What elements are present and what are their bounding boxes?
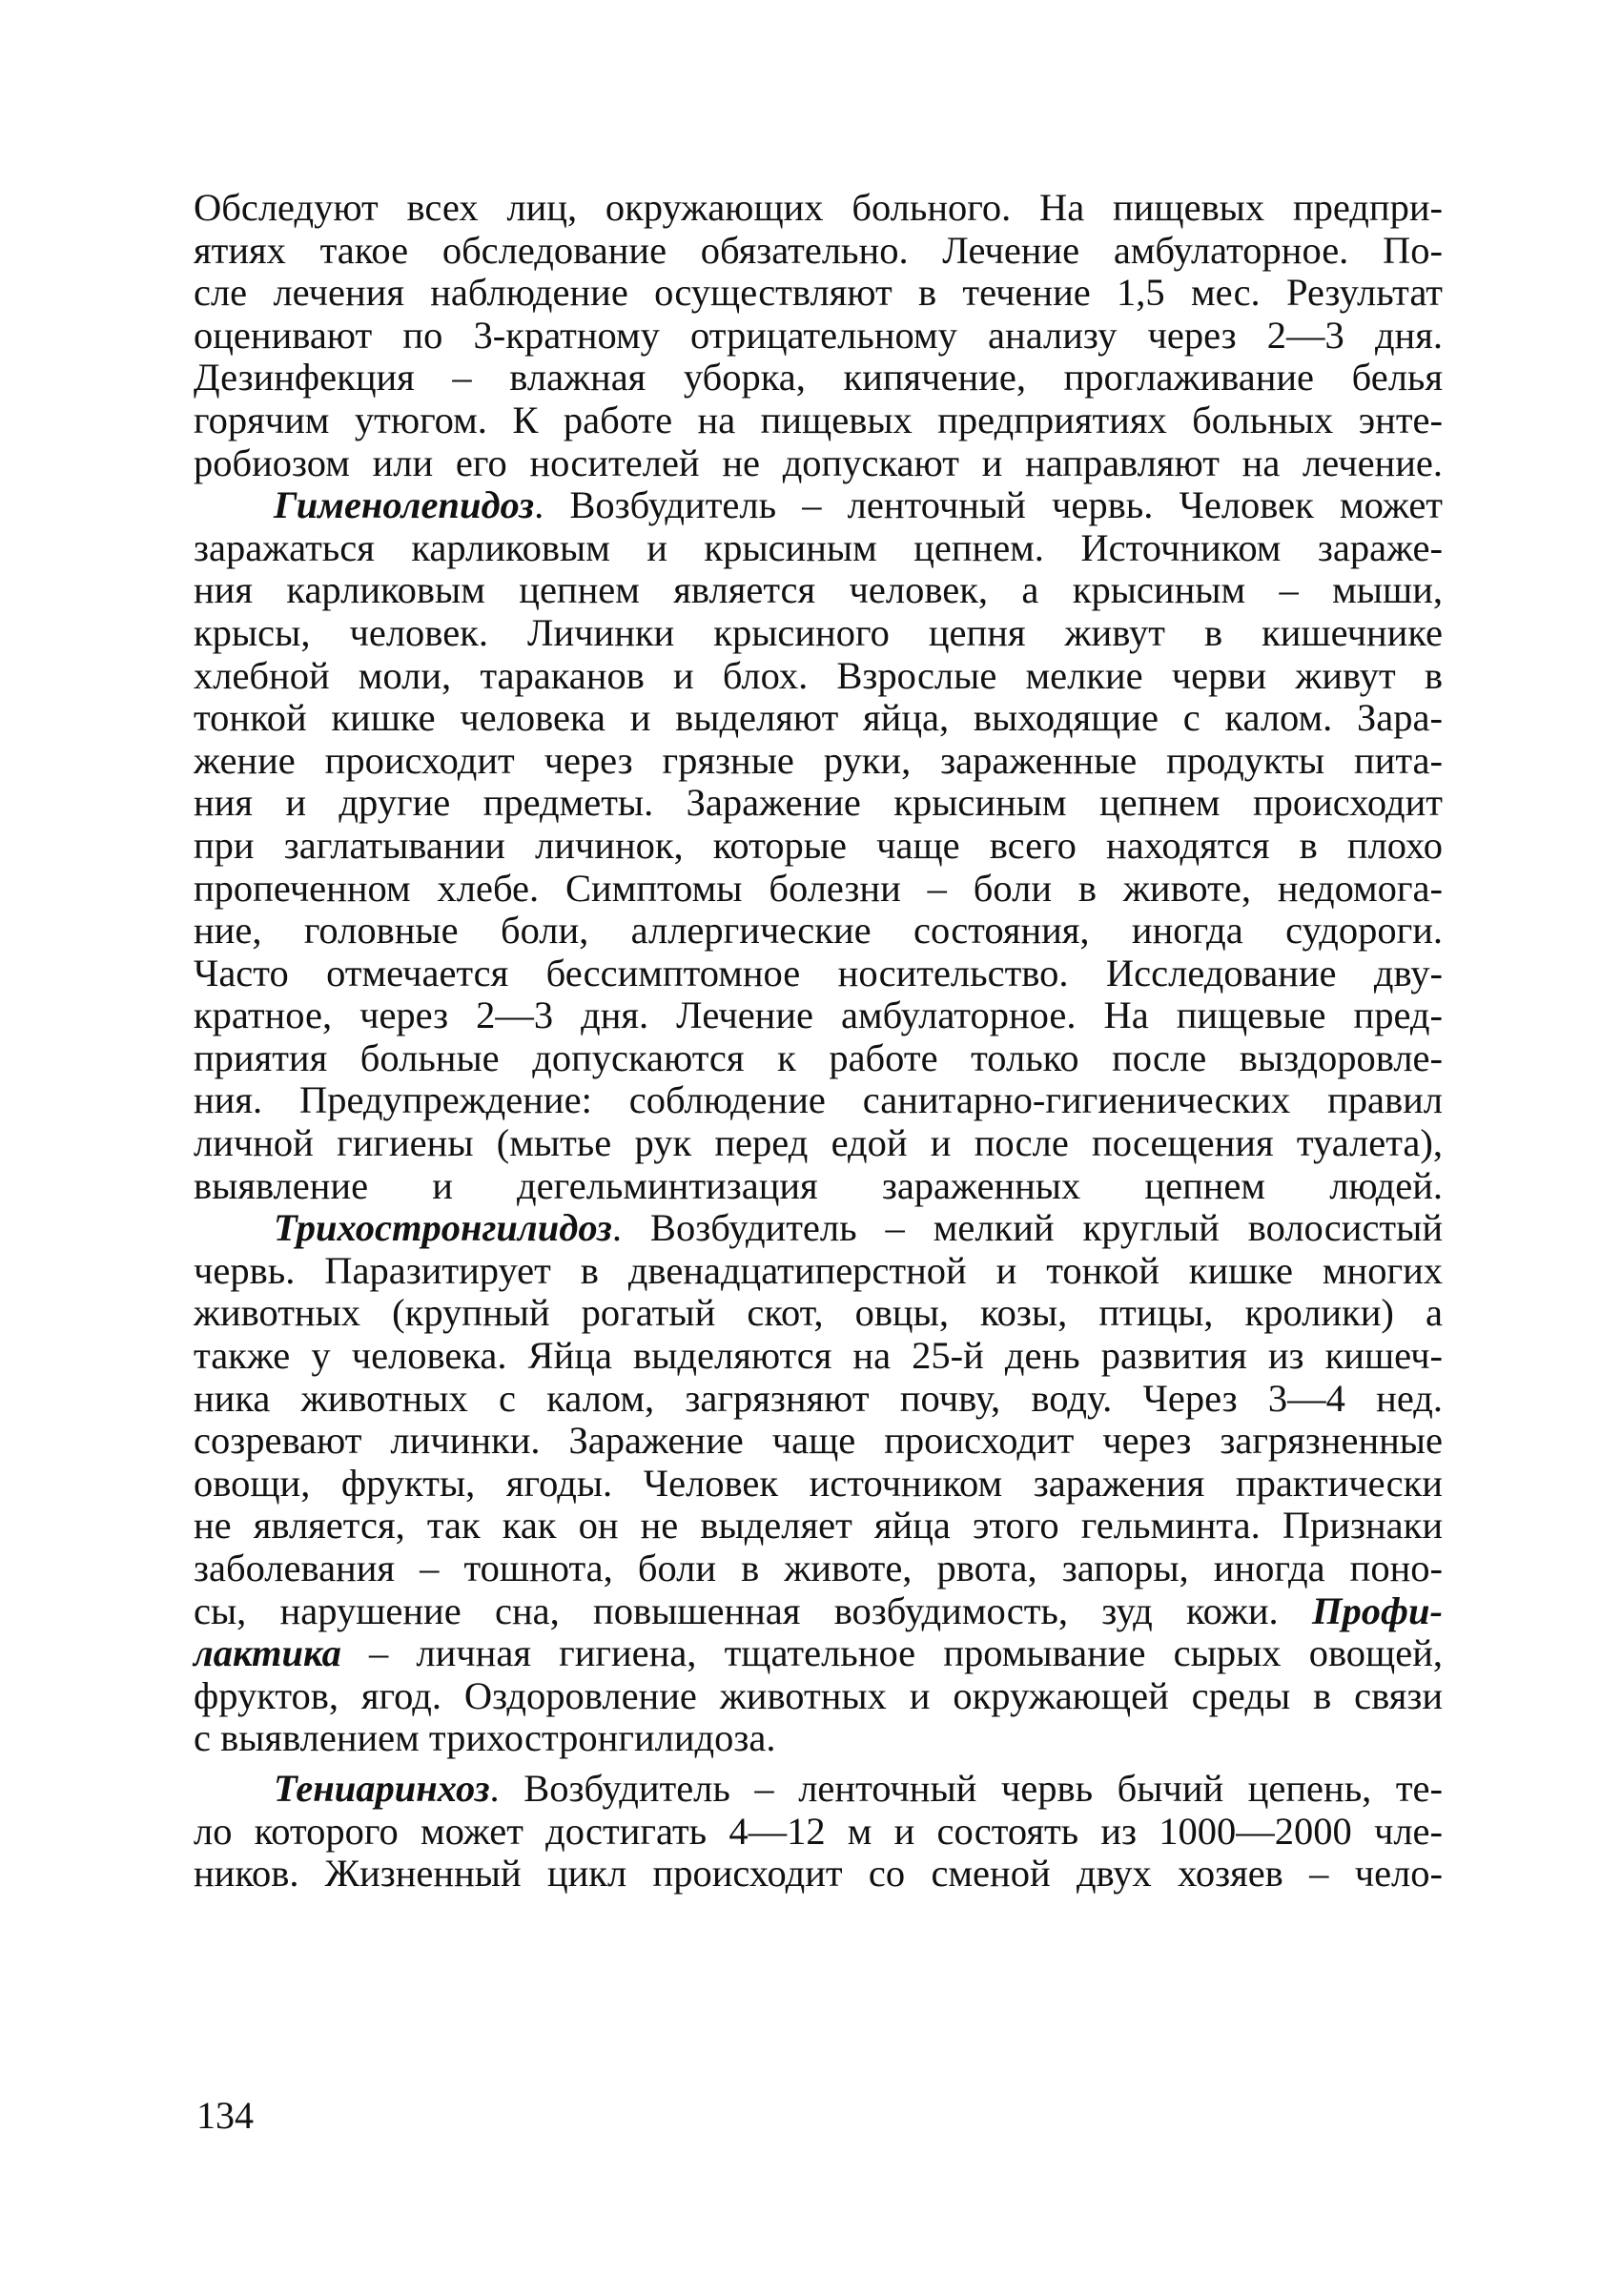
text-line [194,484,1443,527]
text-run: . Возбудитель – ленточный червь бычий цепень, те- [489,1766,1443,1810]
text-line: при заглатывании личинок, которые чаще всего находятся в плохо [194,823,1443,867]
paragraph-enterobiosis-continued [194,187,1443,484]
text-line: крысы, человек. Личинки крысиного цепня живут в кишечнике [194,610,1443,654]
text-line: приятия больные допускаются к работе только после выздоровле- [194,1035,1443,1079]
paragraph-hymenolepiasis [194,484,1443,1207]
text-line: жение происходит через грязные руки, зараженные продукты пита- [194,738,1443,782]
text-line: тонкой кишке человека и выделяют яйца, выходящие с калом. Зара- [194,696,1443,740]
text-line: выявление и дегельминтизация зараженных цепнем людей. [194,1163,1443,1207]
text-line: сле лечения наблюдение осуществляют в течение 1,5 мес. Результат [194,271,1443,315]
text-line: животных (крупный рогатый скот, овцы, козы, птицы, кролики) а [194,1291,1443,1335]
paragraph-taeniarhynchosis [194,1768,1443,1896]
text-line [194,1768,1443,1811]
text-line [194,1207,1443,1250]
text-line: оценивают по 3-кратному отрицательному анализу через 2—3 дня. [194,313,1443,357]
text-line: ние, головные боли, аллергические состояния, иногда судороги. [194,909,1443,953]
text-line: не является, так как он не выделяет яйца этого гельминта. Признаки [194,1504,1443,1548]
text-line: ника животных с калом, загрязняют почву, воду. Через 3—4 нед. [194,1376,1443,1420]
text-run: сы, нарушение сна, повышенная возбудимость, зуд кожи. [194,1589,1312,1632]
text-line [194,1590,1443,1633]
text-line: хлебной моли, тараканов и блох. Взрослые мелкие черви живут в [194,653,1443,697]
text-line: ло которого может достигать 4—12 м и состоять из 1000—2000 чле- [194,1809,1443,1853]
text-line: ния карликовым цепнем является человек, а крысиным – мыши, [194,568,1443,612]
section-term: Трихостронгилидоз [274,1206,612,1250]
text-run: . Возбудитель – мелкий круглый волосистый [611,1206,1443,1250]
inline-term: лактика [194,1631,341,1675]
text-line: пропеченном хлебе. Симптомы болезни – боли в животе, недомога- [194,866,1443,910]
text-run: . Возбудитель – ленточный червь. Человек может [534,483,1443,527]
text-line: личной гигиены (мытье рук перед едой и после посещения туалета), [194,1121,1443,1165]
page-number: 134 [196,2094,254,2137]
text-line: созревают личинки. Заражение чаще происходит через загрязненные [194,1419,1443,1463]
text-line: ников. Жизненный цикл происходит со сменой двух хозяев – чело- [194,1852,1443,1896]
text-line: Часто отмечается бессимптомное носительство. Исследование дву- [194,951,1443,994]
text-line: ния. Предупреждение: соблюдение санитарно-гигиенических правил [194,1078,1443,1122]
text-line: также у человека. Яйца выделяются на 25-й день развития из кишеч- [194,1334,1443,1378]
text-line: Обследуют всех лиц, окружающих больного. На пищевых предпри- [194,186,1443,229]
text-line: овощи, фрукты, ягоды. Человек источником заражения практически [194,1461,1443,1505]
text-line: кратное, через 2—3 дня. Лечение амбулаторное. На пищевые пред- [194,994,1443,1037]
text-line: Дезинфекция – влажная уборка, кипячение, проглаживание белья [194,356,1443,400]
text-line [194,1632,1443,1675]
text-line: заболевания – тошнота, боли в животе, рвота, запоры, иногда поно- [194,1547,1443,1589]
text-line: ния и другие предметы. Заражение крысиным цепнем происходит [194,781,1443,825]
text-line: фруктов, ягод. Оздоровление животных и окружающей среды в связи [194,1673,1443,1717]
text-line: с выявлением трихостронгилидоза. [194,1716,776,1760]
text-line: заражаться карликовым и крысиным цепнем. Источником зараже- [194,525,1443,569]
text-line: горячим утюгом. К работе на пищевых предприятиях больных энте- [194,398,1443,441]
body-text [194,187,1443,1896]
text-run: – личная гигиена, тщательное промывание сырых овощей, [340,1631,1443,1675]
paragraph-trichostrongyloidiasis [194,1207,1443,1760]
text-line: робиозом или его носителей не допускают и направляют на лечение. [194,441,1443,484]
section-term: Гименолепидоз [274,483,535,527]
text-line: червь. Паразитирует в двенадцатиперстной и тонкой кишке многих [194,1248,1443,1292]
section-term: Тениаринхоз [274,1766,490,1810]
text-line: ятиях такое обследование обязательно. Лечение амбулаторное. По- [194,228,1443,272]
inline-term: Профи- [1311,1589,1443,1632]
